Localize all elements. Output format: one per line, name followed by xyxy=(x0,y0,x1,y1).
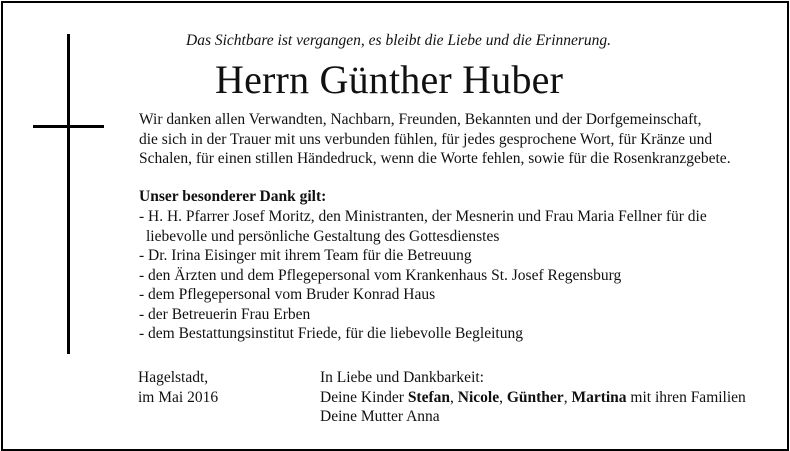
signature-mother: Deine Mutter Anna xyxy=(320,408,440,425)
list-item-continuation: liebevolle und persönliche Gestaltung des Gottesdienstes xyxy=(146,227,500,245)
child-name: Martina xyxy=(571,388,627,406)
child-name: Günther xyxy=(506,388,564,406)
list-item: - dem Bestattungsinstitut Friede, für die liebevolle Begleitung xyxy=(139,325,523,342)
place-city: Hagelstadt, xyxy=(138,369,209,386)
thanks-line: die sich in der Trauer mit uns verbunden fühlen, für jedes gesprochene Wort, für Kränze und xyxy=(139,130,713,148)
thanks-line: Schalen, für einen stillen Händedruck, wenn die Worte fehlen, sowie für die Rosenkranzgebete. xyxy=(139,150,731,167)
cross-vertical-bar xyxy=(67,34,70,354)
name-separator: , xyxy=(563,388,572,406)
list-item: - Dr. Irina Eisinger mit ihrem Team für die Betreuung xyxy=(139,247,472,264)
motto-line: Das Sichtbare ist vergangen, es bleibt die Liebe und die Erinnerung. xyxy=(186,32,612,49)
name-separator: , xyxy=(450,388,458,406)
list-item: - H. H. Pfarrer Josef Moritz, den Ministranten, der Mesnerin und Frau Maria Fellner für die xyxy=(139,208,707,225)
thanks-line: Wir danken allen Verwandten, Nachbarn, Freunden, Bekannten und der Dorfgemeinschaft, xyxy=(139,111,702,128)
signature-block xyxy=(320,368,746,427)
place-and-date xyxy=(138,368,218,407)
children-suffix: mit ihren Familien xyxy=(626,388,746,406)
thanks-paragraph xyxy=(139,110,731,169)
children-prefix: Deine Kinder xyxy=(320,388,408,406)
list-item: - der Betreuerin Frau Erben xyxy=(139,305,311,323)
special-thanks-list xyxy=(139,207,707,344)
signature-intro: In Liebe und Dankbarkeit: xyxy=(320,369,484,386)
child-name: Nicole xyxy=(457,388,500,406)
child-name: Stefan xyxy=(407,388,451,406)
special-thanks-heading: Unser besonderer Dank gilt: xyxy=(139,188,327,205)
signature-children xyxy=(320,388,746,408)
place-date: im Mai 2016 xyxy=(138,388,219,406)
list-item: - dem Pflegepersonal vom Bruder Konrad Haus xyxy=(139,286,436,303)
cross-horizontal-bar xyxy=(33,125,104,128)
list-item: - den Ärzten und dem Pflegepersonal vom Krankenhaus St. Josef Regensburg xyxy=(139,266,622,284)
name-separator: , xyxy=(499,388,507,406)
deceased-name: Herrn Günther Huber xyxy=(215,57,564,102)
